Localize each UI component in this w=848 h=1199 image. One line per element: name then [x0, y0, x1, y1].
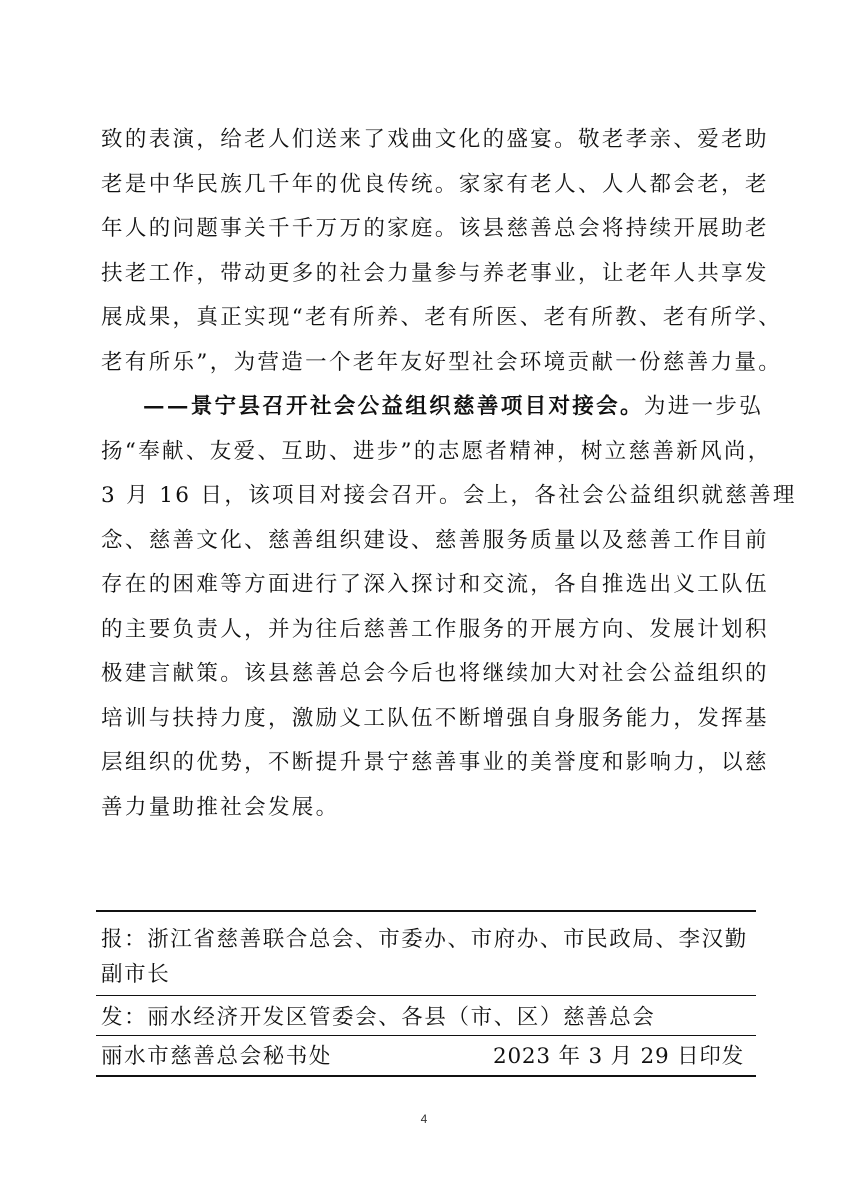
paragraph-line: 年人的问题事关千千万万的家庭。该县慈善总会将持续开展助老 [101, 216, 769, 241]
paragraph-line: 致的表演，给老人们送来了戏曲文化的盛宴。敬老孝亲、爱老助 [101, 127, 769, 152]
footer-divider [96, 995, 756, 996]
paragraph-line: 善力量助推社会发展。 [101, 794, 340, 820]
paragraph-line: 3 月 16 日，该项目对接会召开。会上，各社会公益组织就慈善理 [101, 483, 797, 508]
paragraph-line: 老有所乐”，为营造一个老年友好型社会环境贡献一份慈善力量。 [101, 349, 783, 375]
paragraph-line: 的主要负责人，并为往后慈善工作服务的开展方向、发展计划积 [101, 616, 769, 642]
paragraph-line: 极建言献策。该县慈善总会今后也将继续加大对社会公益组织的 [101, 661, 769, 686]
issue-date: 2023 年 3 月 29 日印发 [492, 1044, 744, 1069]
paragraph-line: 扶老工作，带动更多的社会力量参与养老事业，让老年人共享发 [101, 260, 769, 286]
paragraph-line: 层组织的优势，不断提升景宁慈善事业的美誉度和影响力，以慈 [101, 750, 769, 775]
section-heading-tail: 为进一步弘 [643, 394, 764, 419]
section-heading-line [101, 385, 764, 430]
paragraph-line: 念、慈善文化、慈善组织建设、慈善服务质量以及慈善工作目前 [101, 527, 769, 553]
body-text [101, 118, 797, 830]
report-to-line: 报：浙江省慈善联合总会、市委办、市府办、市民政局、李汉勤 [101, 927, 748, 952]
footer-top-rule [96, 910, 756, 912]
section-heading: ——景宁县召开社会公益组织慈善项目对接会。 [143, 394, 644, 419]
paragraph-line: 老是中华民族几千年的优良传统。家家有老人、人人都会老，老 [101, 171, 769, 197]
send-to-line: 发：丽水经济开发区管委会、各县（市、区）慈善总会 [101, 1005, 656, 1030]
footer-bottom-rule [96, 1075, 756, 1077]
issuer: 丽水市慈善总会秘书处 [101, 1044, 333, 1069]
paragraph-line: 培训与扶持力度，激励义工队伍不断增强自身服务能力，发挥基 [101, 705, 769, 731]
footer-divider [96, 1035, 756, 1036]
paragraph-line: 存在的困难等方面进行了深入探讨和交流，各自推选出义工队伍 [101, 572, 769, 597]
paragraph-line: 展成果，真正实现“老有所养、老有所医、老有所教、老有所学、 [101, 305, 783, 330]
paragraph-line: 扬“奉献、友爱、互助、进步”的志愿者精神，树立慈善新风尚， [101, 438, 772, 464]
report-to-line-continued: 副市长 [101, 962, 171, 987]
page-number: 4 [420, 1112, 428, 1126]
